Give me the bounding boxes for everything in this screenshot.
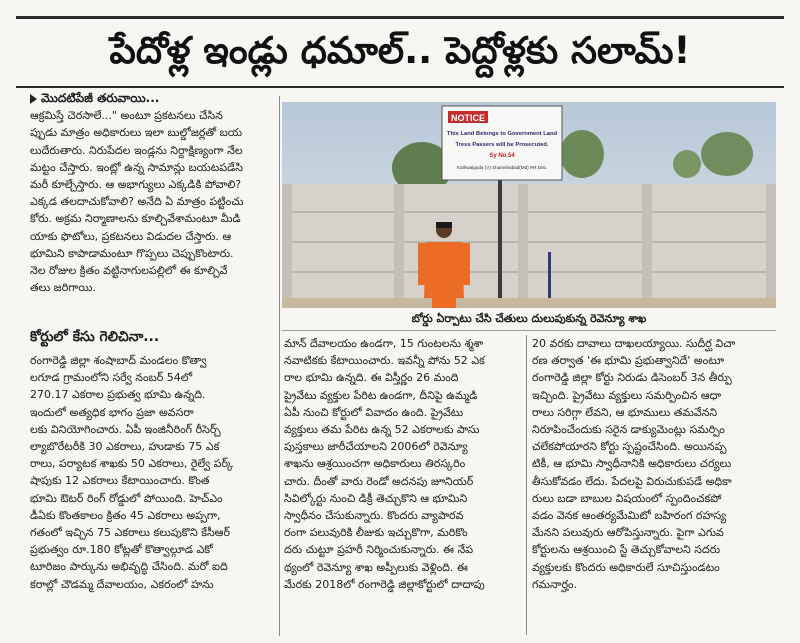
text-line: నవాటికకు కేటాయించారు. ఇవన్నీ పోను 52 ఎక (284, 354, 485, 368)
text-line: లకు వినియోగించారు. ఏపీ ఇంజినీరింగ్ రీసెర్చ్ (30, 422, 221, 436)
notice-line-4: Kothwalguda (V) Shamshabad(Md) RR Dist. (456, 165, 548, 170)
subhead: కోర్టులో కేసు గెలిచినా... (30, 329, 160, 345)
text-line: వడం వెనక ఆంతర్యమేమిటో బహిరంగ రహస్య (532, 509, 727, 523)
text-line: రంగారెడ్డి జిల్లా కోర్టు నిరుడు డిసెంబర్ 3న తీర్పు (532, 371, 732, 385)
text-line: మేరకు 2018లో రంగారెడ్డి జిల్లాకోర్టులో దాదాపు (284, 577, 485, 591)
text-line: లుదేరుతారు. నిరుపేదల ఇండ్లను నిర్దాక్షిణ్యంగా నేల (30, 143, 243, 157)
text-line: మేనని పలువురు ఆరోపిస్తున్నారు. పైగా ఎగువ (532, 526, 724, 540)
text-line: నిరూపించేందుకు సరైన డాక్యుమెంట్లు సమర్పిం (532, 423, 725, 437)
text-line: ఏపీ నుంచి కోర్టులో వివాదం ఉంది. ప్రైవేటు (284, 405, 464, 419)
text-line: రాలు సరిగ్గా లేవని, ఆ భూములు తమవేనని (532, 405, 718, 419)
text-line: ల్యాబొరేటరీకి 30 ఎకరాలు, హుడాకు 75 ఎక (30, 440, 220, 454)
body-column-1 (30, 352, 275, 593)
body-column-3 (532, 335, 772, 593)
text-line: టూరిజం పార్కును అభివృద్ధి చేసింది. మరో ఐది (30, 560, 228, 574)
kicker-text: మొదటిపేజీ తరువాయి... (41, 91, 160, 105)
text-line: భూమిని కాపాడామంటూ గొప్పలు చెప్పుకొంటారు. (30, 246, 234, 260)
text-line: కరాల్లో చౌడమ్మ దేవాలయం, ఎకరంలో హను (30, 577, 214, 591)
text-line: మరీ కూల్చేస్తారు. ఆ అభాగ్యులు ఎక్కడికి పోవాలి? (30, 178, 242, 192)
top-rule (16, 16, 784, 19)
headline: పేదోళ్ల ఇండ్లు ధమాల్.. పెద్దోళ్లకు సలామ్! (109, 29, 691, 72)
intro-column (30, 90, 275, 296)
text-line: ఇందులో అత్యధిక భాగం ప్రజా అవసరా (30, 405, 194, 419)
text-line: శాఖను ఆశ్రయించగా అధికారులు తిరస్కరిం (284, 457, 466, 471)
headline-rule (16, 86, 784, 88)
text-line: దరు చుట్టూ ప్రహరీ నిర్మించుకున్నారు. ఈ నేప (284, 543, 474, 557)
text-line: కోరు. అక్రమ నిర్మాణాలను కూల్చివేశామంటూ మీడి (30, 212, 241, 226)
notice-line-2: Tress Passers will be Prosecuted. (455, 142, 549, 148)
text-line: పుస్తకాలు జారీచేయాలని 2006లో రెవెన్యూ (284, 440, 468, 454)
notice-line-3: Sy No.54 (489, 153, 515, 159)
text-line: ఇచ్చింది. ప్రైవేటు వ్యక్తులు సమర్పించిన ఆధా (532, 388, 722, 402)
text-line: నెల రోజుల క్రితం వట్టినాగులపల్లిలో ఈ కూల్చివే (30, 264, 228, 278)
notice-line-1: This Land Belongs to Government Land (446, 131, 558, 137)
text-line: రాలు, పర్యాటక శాఖకు 50 ఎకరాలు, రైల్వే పర్క్ (30, 457, 234, 471)
text-line: సివిల్కోర్టు నుంచి డిక్రీ తెచ్చుకొని ఆ భూమిని (284, 491, 468, 505)
photo-caption: బోర్డు ఏర్పాటు చేసి చేతులు దులుపుకున్న రెవెన్యూ శాఖ (282, 308, 776, 331)
text-line: స్వాధీనం చేసుకున్నారు. కొందరు వ్యాపారవ (284, 509, 464, 523)
text-line: ప్రైవేటు వ్యక్తుల పేరిట ఉండగా, దీనిపై ఉమ్మడి (284, 388, 478, 402)
text-line: తలు జరిగాయి. (30, 281, 96, 295)
text-line: 270.17 ఎకరాల ప్రభుత్వ భూమి ఉన్నది. (30, 388, 206, 402)
triangle-icon (30, 94, 37, 104)
text-line: రంగా పలువురికి లీజుకు ఇచ్చుకొగా, మరికొం (284, 526, 468, 540)
text-line: వ్యక్తులకు కొందరు అధికారులే సూచిస్తుండటం (532, 560, 720, 574)
text-line: గతంలో ఇచ్చిన 75 ఎకరాలు కలుపుకొని కేసీఆర్ (30, 526, 230, 540)
intro-text (30, 107, 275, 296)
text-line: డీఏకు కొంతకాలం క్రితం 45 ఎకరాలు అప్పగా, (30, 508, 221, 522)
text-line: రంగారెడ్డి జిల్లా శంషాబాద్ మండలం కొత్వా (30, 354, 207, 367)
text-line: తీసుకోవడం లేదు. పేదలపై విరుచుకుపడే అధికా (532, 474, 732, 488)
continued-kicker (30, 90, 275, 107)
column-divider-1 (279, 96, 280, 636)
text-line: భూమి ఔటర్ రింగ్ రోడ్డులో పోయింది. హెచ్ఎం (30, 491, 223, 505)
text-line: యాకు ఫొటోలు, ప్రకటనలు విడుదల చేస్తారు. ఆ (30, 229, 232, 243)
news-photo (282, 102, 776, 308)
text-line: రాల భూమి ఉన్నది. ఈ విస్తీర్ణం 26 మంది (284, 371, 459, 385)
text-line: మట్టం చేస్తారు. ఇంట్లో ఉన్న సామాన్లు బయటపడేసి (30, 160, 243, 174)
text-line: టికీ, ఆ భూమి స్వాధీనానికి అధికారులు చర్యలు (532, 457, 732, 471)
text-line: చలేకపోయారని కోర్టు స్పష్టంచేసింది. అయినప్ప (532, 440, 727, 454)
text-line: గమనార్హం. (532, 577, 578, 591)
text-line: కోర్టులను ఆశ్రయించి స్టే తెచ్చుకోవాలని సదరు (532, 543, 721, 557)
text-line: ప్రభుత్వం రూ.180 కోట్లతో కొత్వాల్గూడ ఎకో (30, 543, 213, 557)
column-divider-2 (526, 335, 527, 635)
notice-title: NOTICE (450, 113, 486, 123)
text-line: ప్పుడు మాత్రం అధికారులు ఇలా బుల్డోజర్లతో బయ (30, 126, 243, 140)
text-line: లగూడ గ్రామంలోని సర్వే నంబర్ 54లో (30, 371, 193, 385)
text-line: రులు బడా బాబుల విషయంలో స్పందించకపో (532, 491, 722, 505)
text-line: ఆక్రమిస్తే చెరసాలే..." అంటూ ప్రకటనలు చేసిన (30, 109, 223, 123)
text-line: షాపుకు 12 ఎకరాలు కేటాయించారు. కొంత (30, 474, 210, 488)
body-column-2 (284, 335, 520, 593)
text-line: చారు. దీంతో వారు రెండో అదనపు జూనియర్ (284, 474, 474, 488)
text-line: రణ తర్వాత 'ఈ భూమి ప్రభుత్వానిదే' అంటూ (532, 354, 725, 368)
text-line: ఎక్కడ తలదాచుకోవాలి? అనేది ఏ మాత్రం పట్టించు (30, 195, 244, 209)
text-line: 20 వరకు దావాలు దాఖలయ్యాయి. సుదీర్ఘ విచా (532, 337, 736, 350)
text-line: వ్యక్తులు తమ పేరిట ఉన్న 52 ఎకరాలకు పాసు (284, 423, 480, 437)
text-line: మాన్ దేవాలయం ఉండగా, 15 గుంటలను శ్మశా (284, 337, 484, 350)
text-line: థ్యంలో రెవెన్యూ శాఖ అప్పీలుకు వెళ్లింది. ఈ (284, 560, 468, 574)
